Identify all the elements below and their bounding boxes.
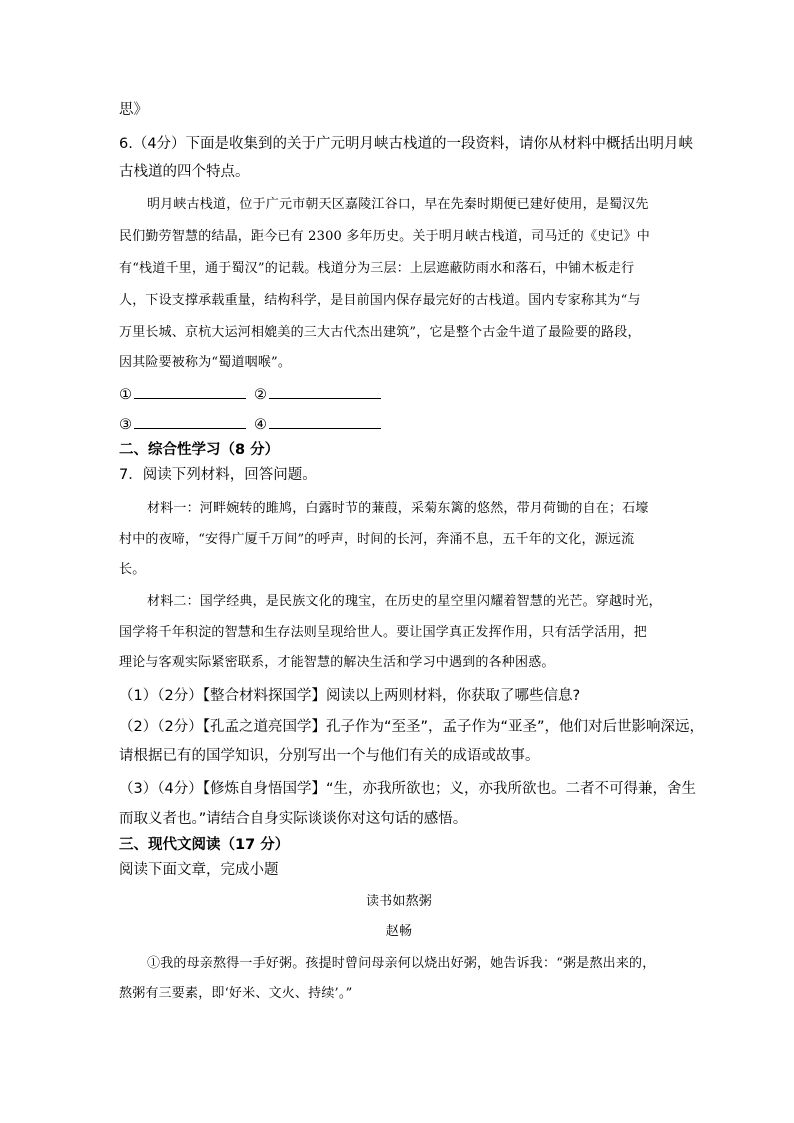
material2-line: 理论与客观实际紧密联系，才能智慧的解决生活和学习中遇到的各种困惑。 (119, 655, 555, 670)
article-para1-line: ①我的母亲熬得一手好粥。孩提时曾问母亲何以烧出好粥，她告诉我：“粥是熬出来的， (147, 956, 656, 971)
material2-line: 材料二：国学经典，是民族文化的瑰宝，在历史的星空里闪耀着智慧的光芒。穿越时光， (147, 594, 662, 609)
answer-row-1 (119, 384, 389, 405)
top-line: 思》 (119, 102, 148, 118)
q6-line1: 6.（4分）下面是收集到的关于广元明月峡古栈道的一段资料，请你从材料中概括出明月峡 (119, 136, 694, 152)
q7-sub2-line2: 请根据已有的国学知识，分别写出一个与他们有关的成语或故事。 (119, 748, 540, 764)
answer-marker-3: ③ (119, 417, 132, 433)
article-para1-line: 熬粥有三要素，即‘好米、文火、持续’。” (119, 986, 353, 1001)
q6-material-line: 因其险要被称为“蜀道咽喉”。 (119, 355, 292, 370)
answer-blank-3[interactable] (134, 414, 246, 429)
answer-blank-4[interactable] (269, 414, 381, 429)
section3-heading: 三、现代文阅读（17 分） (119, 837, 290, 853)
q7-sub3-line1: （3）（4分）【修炼自身悟国学】“生，亦我所欲也；义，亦我所欲也。二者不可得兼，舍生 (119, 781, 696, 797)
q6-line2: 古栈道的四个特点。 (119, 164, 250, 180)
q7-intro: 7．阅读下列材料，回答问题。 (119, 467, 317, 483)
q6-material-line: 万里长城、京杭大运河相媲美的三大古代杰出建筑”，它是整个古金牛道了最险要的路段， (119, 325, 641, 340)
answer-marker-2: ② (254, 387, 267, 403)
material1-line: 材料一：河畔婉转的雎鸠，白露时节的蒹葭，采菊东篱的悠然，带月荷锄的自在；石壕 (147, 501, 649, 516)
q6-material-line: 有“栈道千里，通于蜀汉”的记载。栈道分为三层：上层遮蔽防雨水和落石，中铺木板走行 (119, 261, 635, 276)
answer-marker-4: ④ (254, 417, 267, 433)
q6-material-line: 民们勤劳智慧的结晶，距今已有 2300 多年历史。关于明月峡古栈道，司马迁的《史记》中 (119, 229, 650, 244)
q7-sub1: （1）（2分）【整合材料探国学】阅读以上两则材料，你获取了哪些信息? (119, 688, 581, 704)
article-title: 读书如熬粥 (365, 894, 432, 909)
q7-sub2-line1: （2）（2分）【孔孟之道亮国学】孔子作为“至圣”，孟子作为“亚圣”，他们对后世影响深远， (119, 719, 704, 735)
q7-sub3-line2: 而取义者也。”请结合自身实际谈谈你对这句话的感悟。 (119, 811, 468, 827)
answer-marker-1: ① (119, 387, 132, 403)
q6-material-line: 明月峡古栈道，位于广元市朝天区嘉陵江谷口，早在先秦时期便已建好使用，是蜀汉先 (147, 197, 649, 212)
answer-blank-1[interactable] (134, 384, 246, 399)
section2-heading: 二、综合性学习（8 分） (119, 442, 280, 458)
material2-line: 国学将千年积淀的智慧和生存法则呈现给世人。要让国学真正发挥作用，只有活学活用，把 (119, 625, 648, 640)
material1-line: 村中的夜啼，“安得广厦千万间”的呼声，时间的长河，奔涌不息，五千年的文化，源远流 (119, 532, 635, 547)
answer-blank-2[interactable] (269, 384, 381, 399)
section3-intro: 阅读下面文章，完成小题 (119, 862, 279, 878)
material1-line: 长。 (119, 562, 146, 577)
answer-row-2 (119, 414, 389, 435)
article-author: 赵畅 (385, 924, 413, 939)
q6-material-line: 人，下设支撑承载重量，结构科学，是目前国内保存最完好的古栈道。国内专家称其为“与 (119, 293, 641, 308)
